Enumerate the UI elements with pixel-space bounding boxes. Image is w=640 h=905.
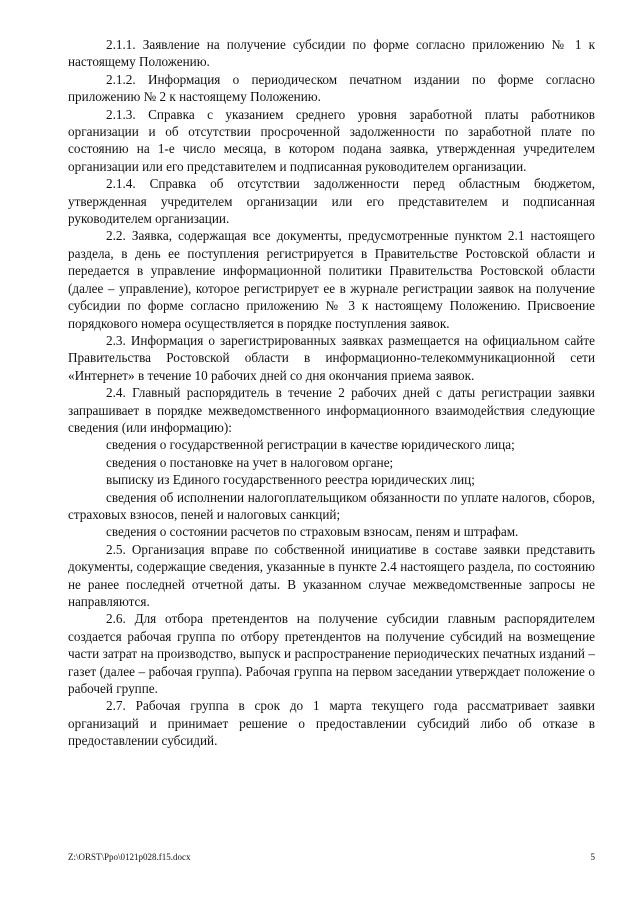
paragraph-2-2: 2.2. Заявка, содержащая все документы, предусмотренные пунктом 2.1 настоящего раздела, в день ее поступления регистрируется в Правительстве Ростовской области и передается в управление информационной политики Правительства Ростовской области (далее – управление), которое регистрирует ее в журнале регистрации заявок на получение субсидии по форме согласно приложению № 3 к настоящему Положению. Присвоение порядкового номера осуществляется в порядке поступления заявок. xyxy=(68,228,595,331)
paragraph-2-1-4: 2.1.4. Справка об отсутствии задолженности перед областным бюджетом, утвержденная учредителем организации или его представителем и подписанная руководителем организации. xyxy=(68,176,595,227)
paragraph-2-1-2: 2.1.2. Информация о периодическом печатном издании по форме согласно приложению № 2 к настоящему Положению. xyxy=(68,71,595,105)
paragraph-2-1-1: 2.1.1. Заявление на получение субсидии по форме согласно приложению № 1 к настоящему Положению. xyxy=(68,37,595,70)
footer-page-number: 5 xyxy=(590,852,595,862)
paragraph-2-3: 2.3. Информация о зарегистрированных заявках размещается на официальном сайте Правительства Ростовской области в информационно-телекоммуникационной сети «Интернет» в течение 10 рабочих дней со дня окончания приема заявок. xyxy=(68,332,595,383)
paragraph-2-7: 2.7. Рабочая группа в срок до 1 марта текущего года рассматривает заявки организаций и принимает решение о предоставлении субсидий либо об отказе в предоставлении субсидий. xyxy=(68,698,595,749)
paragraph-2-6: 2.6. Для отбора претендентов на получение субсидии главным распорядителем создается рабочая группа по отбору претендентов на получение субсидий на возмещение части затрат на производство, выпуск и распространение периодических печатных изданий – газет (далее – рабочая группа). Рабочая группа на первом заседании утверждает положение о рабочей группе. xyxy=(68,611,595,697)
paragraph-2-4: 2.4. Главный распорядитель в течение 2 рабочих дней с даты регистрации заявки запрашивает в порядке межведомственного информационного взаимодействия следующие сведения (или информацию): xyxy=(68,385,595,435)
list-item-state-registration: сведения о государственной регистрации в качестве юридического лица; xyxy=(106,437,515,453)
paragraph-2-5: 2.5. Организация вправе по собственной инициативе в составе заявки представить документы, содержащие сведения, указанные в пункте 2.4 настоящего раздела, по состоянию не ранее последней отчетной даты. В указанном случае межведомственные запросы не направляются. xyxy=(68,541,595,609)
document-body xyxy=(68,36,595,750)
footer-file-path: Z:\ORST\Ppo\0121p028.f15.docx xyxy=(68,852,191,862)
list-item-tax-obligations: сведения об исполнении налогоплательщиком обязанности по уплате налогов, сборов, страховых взносов, пеней и налоговых санкций; xyxy=(68,489,595,522)
paragraph-2-1-3: 2.1.3. Справка с указанием среднего уровня заработной платы работников организации и об отсутствии просроченной задолженности по заработной плате по состоянию на 1-е число месяца, в котором подана заявка, утвержденная учредителем организации или его представителем и подписанная руководителем организации. xyxy=(68,106,595,174)
list-item-registry-extract: выписку из Единого государственного реестра юридических лиц; xyxy=(106,472,475,488)
list-item-tax-registration: сведения о постановке на учет в налоговом органе; xyxy=(106,454,394,470)
list-item-insurance-settlements: сведения о состоянии расчетов по страховым взносам, пеням и штрафам. xyxy=(106,524,519,540)
